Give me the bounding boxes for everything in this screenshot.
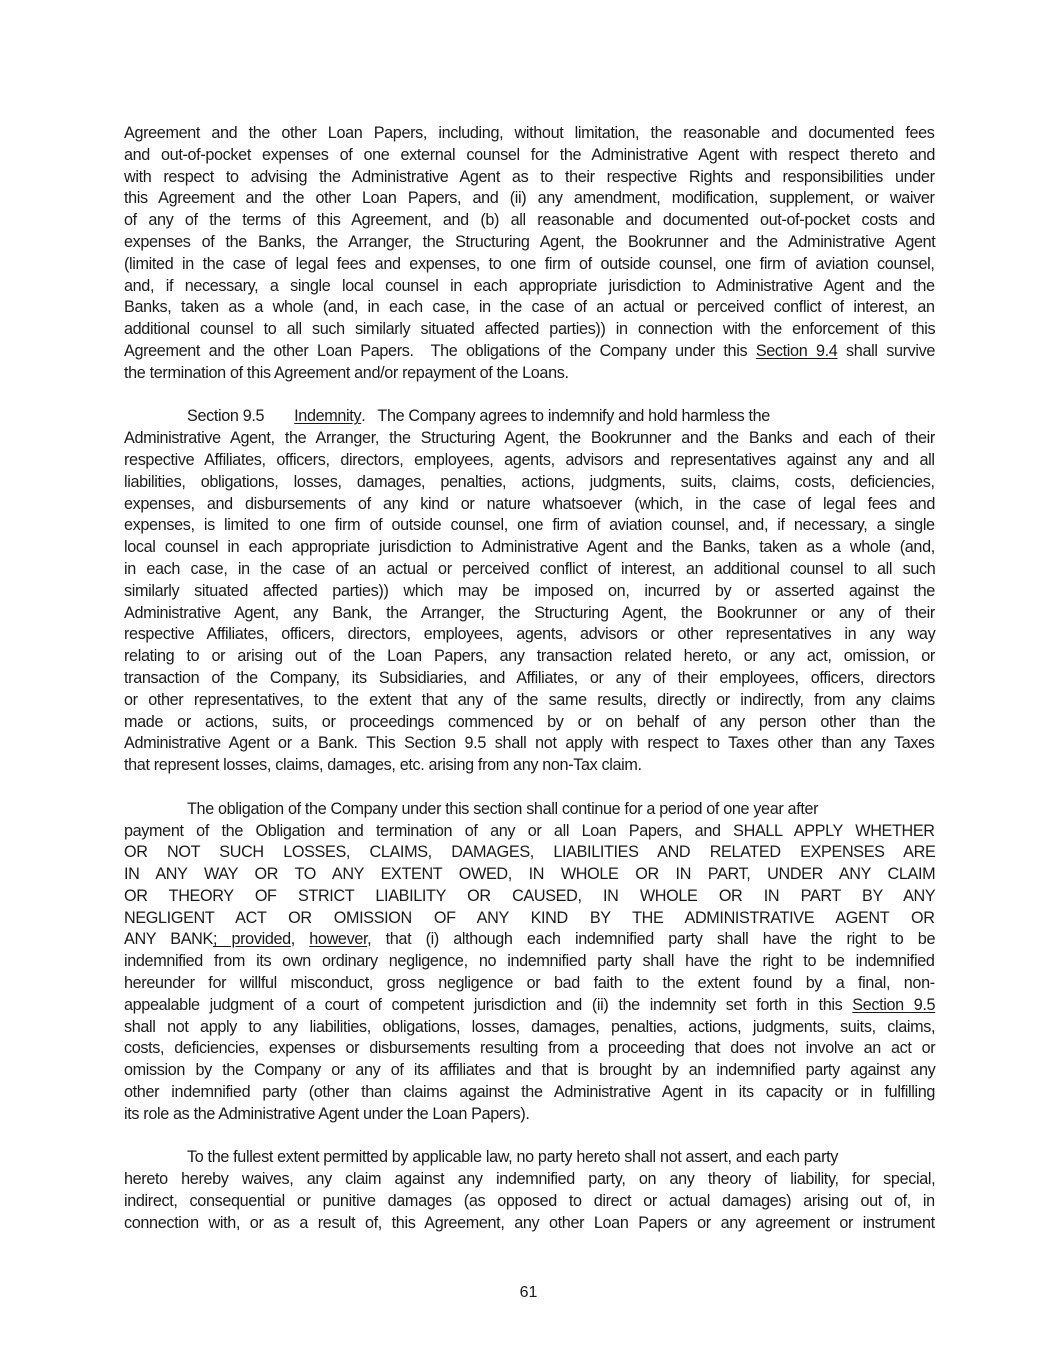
text-line: respective Affiliates, officers, directors, employees, agents, advisors or other representatives in any way — [124, 625, 936, 644]
indent — [124, 1147, 187, 1169]
section-9-5-indemnity — [124, 406, 935, 777]
text-line: connection with, or as a result of, this Agreement, any other Loan Papers or any agreement or instrument — [124, 1213, 935, 1232]
text-segment: To the fullest extent permitted by applicable law, no party hereto shall not assert, and each party — [187, 1148, 839, 1167]
text-line: OR THEORY OF STRICT LIABILITY OR CAUSED, IN WHOLE OR IN PART BY ANY — [124, 886, 936, 905]
text-line: costs, deficiencies, expenses or disbursements resulting from a proceeding that does not involve an act or — [124, 1039, 936, 1058]
text-line: Administrative Agent, the Arranger, the Structuring Agent, the Bookrunner and the Banks and each of their — [124, 429, 935, 448]
section-heading-line — [124, 406, 935, 428]
text-line: OR NOT SUCH LOSSES, CLAIMS, DAMAGES, LIABILITIES AND RELATED EXPENSES ARE — [124, 843, 936, 862]
text-line: respective Affiliates, officers, directors, employees, agents, advisors and representatives against any and all — [124, 450, 935, 469]
section-title: Indemnity — [294, 407, 362, 426]
text-line: this Agreement and the other Loan Papers, and (ii) any amendment, modification, supplement, or waiver — [124, 189, 935, 208]
text-line: transaction of the Company, its Subsidiaries, and Affiliates, or any of their employees, officers, directors — [124, 668, 935, 687]
text-line — [124, 341, 935, 363]
text-line: shall not apply to any liabilities, obligations, losses, damages, penalties, actions, judgments, suits, claims, — [124, 1017, 936, 1036]
section-number: Section 9.5 — [187, 407, 265, 426]
text-segment: ANY BANK — [124, 930, 213, 949]
text-line: Banks, taken as a whole (and, in each case, in the case of an actual or perceived conflict of interest, an — [124, 298, 935, 317]
text-line: and out-of-pocket expenses of one external counsel for the Administrative Agent with respect thereto and — [124, 145, 936, 164]
text-line: the termination of this Agreement and/or repayment of the Loans. — [124, 363, 569, 382]
text-line: that represent losses, claims, damages, etc. arising from any non-Tax claim. — [124, 756, 642, 775]
text-line: Administrative Agent or a Bank. This Section 9.5 shall not apply with respect to Taxes other than any Taxes — [124, 734, 935, 753]
text-line — [124, 799, 935, 821]
text-segment: appealable judgment of a court of competent jurisdiction and (ii) the indemnity set forth in this — [124, 995, 853, 1014]
text-line: payment of the Obligation and termination of any or all Loan Papers, and SHALL APPLY WHETHER — [124, 821, 935, 840]
text-line: liabilities, obligations, losses, damages, penalties, actions, judgments, suits, claims, costs, deficiencies, — [124, 472, 935, 491]
paragraph-expenses-continuation — [124, 123, 935, 385]
provided-term: ; provided — [212, 930, 291, 949]
text-line — [124, 1147, 935, 1169]
text-line: expenses, is limited to one firm of outside counsel, one firm of aviation counsel, and, if necessary, a single — [124, 516, 935, 535]
text-segment: shall survive — [837, 341, 936, 360]
section-9-4-reference: Section 9.4 — [755, 341, 838, 360]
however-term: however — [309, 930, 368, 949]
text-segment: The obligation of the Company under this section shall continue for a period of one year after — [187, 799, 819, 818]
text-line: with respect to advising the Administrative Agent as to their respective Rights and responsibilities under — [124, 167, 935, 186]
page-number: 61 — [519, 1284, 538, 1301]
text-line: similarly situated affected parties)) which may be imposed on, incurred by or asserted against the — [124, 581, 935, 600]
indent — [124, 799, 187, 821]
heading-rest: . The Company agrees to indemnify and hold harmless the — [361, 407, 770, 426]
text-line: omission by the Company or any of its affiliates and that is brought by an indemnified party against any — [124, 1061, 936, 1080]
section-9-5-reference: Section 9.5 — [852, 995, 936, 1014]
document-page — [124, 123, 935, 1256]
text-line: or other representatives, to the extent that any of the same results, directly or indirectly, from any claims — [124, 690, 935, 709]
text-segment: Agreement and the other Loan Papers. The obligations of the Company under this — [124, 341, 756, 360]
text-line: relating to or arising out of the Loan Papers, any transaction related hereto, or any act, omission, or — [124, 647, 935, 666]
text-line — [124, 995, 935, 1017]
text-line: indemnified from its own ordinary negligence, no indemnified party shall have the right to be indemnified — [124, 952, 935, 971]
heading-lead — [124, 406, 361, 428]
text-line: indirect, consequential or punitive damages (as opposed to direct or actual damages) arising out of, in — [124, 1192, 935, 1211]
text-line: of any of the terms of this Agreement, and (b) all reasonable and documented out-of-pocket costs and — [124, 211, 935, 230]
text-line: expenses of the Banks, the Arranger, the Structuring Agent, the Bookrunner and the Administrative Agent — [124, 232, 936, 251]
text-line: other indemnified party (other than claims against the Administrative Agent in its capacity or in fulfilling — [124, 1083, 936, 1102]
text-line: additional counsel to all such similarly situated affected parties)) in connection with the enforcement of this — [124, 320, 936, 339]
paragraph-waiver-of-damages — [124, 1147, 935, 1234]
text-line: made or actions, suits, or proceedings commenced by or on behalf of any person other than the — [124, 712, 936, 731]
text-line: local counsel in each appropriate jurisdiction to Administrative Agent and the Banks, taken as a whole (and, — [124, 538, 935, 557]
paragraph-obligation-survival — [124, 799, 935, 1126]
text-line: Agreement and the other Loan Papers, including, without limitation, the reasonable and documented fees — [124, 124, 935, 142]
text-line: hereto hereby waives, any claim against any indemnified party, on any theory of liability, for special, — [124, 1170, 936, 1189]
text-segment: , that (i) although each indemnified party shall have the right to be — [367, 930, 936, 949]
text-line: NEGLIGENT ACT OR OMISSION OF ANY KIND BY THE ADMINISTRATIVE AGENT OR — [124, 908, 935, 927]
text-line: hereunder for willful misconduct, gross negligence or bad faith to the extent found by a final, non- — [124, 974, 935, 993]
text-line: Administrative Agent, any Bank, the Arranger, the Structuring Agent, the Bookrunner or any of their — [124, 603, 935, 622]
text-line: in each case, in the case of an actual or perceived conflict of interest, an additional counsel to all such — [124, 559, 936, 578]
text-segment: , — [290, 930, 310, 949]
text-line: and, if necessary, a single local counsel in each appropriate jurisdiction to Administrative Agent and the — [124, 276, 935, 295]
text-line: expenses, and disbursements of any kind or nature whatsoever (which, in the case of legal fees and — [124, 494, 935, 513]
text-line — [124, 929, 935, 951]
text-line: IN ANY WAY OR TO ANY EXTENT OWED, IN WHOLE OR IN PART, UNDER ANY CLAIM — [124, 865, 936, 884]
text-line: (limited in the case of legal fees and expenses, to one firm of outside counsel, one firm of aviation counsel, — [124, 254, 935, 273]
text-line: its role as the Administrative Agent under the Loan Papers). — [124, 1104, 530, 1123]
